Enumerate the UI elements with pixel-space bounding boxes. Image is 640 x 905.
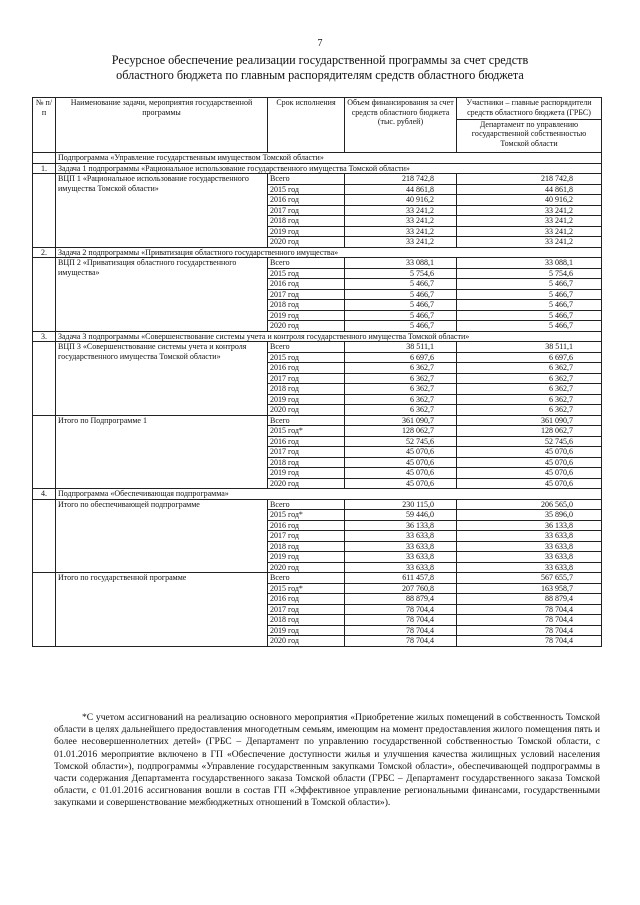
volume-cell: 33 633,8 (345, 531, 457, 542)
department-cell: 5 466,7 (457, 300, 602, 311)
volume-cell: 45 070,6 (345, 457, 457, 468)
year-cell: 2015 год* (268, 426, 345, 437)
department-cell: 40 916,2 (457, 195, 602, 206)
activity-name: Итого по обеспечивающей подпрограмме (56, 499, 268, 573)
year-cell: Всего (268, 342, 345, 353)
volume-cell: 33 633,8 (345, 541, 457, 552)
department-cell: 45 070,6 (457, 468, 602, 479)
row-number: 3. (33, 331, 56, 342)
row-number (33, 342, 56, 416)
volume-cell: 88 879,4 (345, 594, 457, 605)
volume-cell: 361 090,7 (345, 415, 457, 426)
department-cell: 33 633,8 (457, 552, 602, 563)
year-cell: 2019 год (268, 394, 345, 405)
volume-cell: 45 070,6 (345, 468, 457, 479)
year-cell: 2020 год (268, 562, 345, 573)
year-cell: 2015 год (268, 352, 345, 363)
table-row (33, 342, 602, 353)
year-cell: Всего (268, 573, 345, 584)
row-number (33, 573, 56, 647)
activity-name: ВЦП 2 «Приватизация областного государственного имущества» (56, 258, 268, 332)
department-cell: 88 879,4 (457, 594, 602, 605)
department-cell: 128 062,7 (457, 426, 602, 437)
row-number: 2. (33, 247, 56, 258)
volume-cell: 230 115,0 (345, 499, 457, 510)
department-cell: 206 565,0 (457, 499, 602, 510)
volume-cell: 33 088,1 (345, 258, 457, 269)
volume-cell: 128 062,7 (345, 426, 457, 437)
year-cell: 2019 год (268, 226, 345, 237)
year-cell: 2017 год (268, 604, 345, 615)
department-cell: 38 511,1 (457, 342, 602, 353)
volume-cell: 611 457,8 (345, 573, 457, 584)
department-cell: 33 241,2 (457, 216, 602, 227)
department-cell: 33 633,8 (457, 531, 602, 542)
subprogram-row (33, 153, 602, 164)
header-term: Срок исполнения (268, 98, 345, 153)
volume-cell: 78 704,4 (345, 636, 457, 647)
year-cell: 2017 год (268, 373, 345, 384)
year-cell: 2019 год (268, 310, 345, 321)
header-volume: Объем финансирования за счет средств областного бюджета (тыс. рублей) (345, 98, 457, 153)
volume-cell: 38 511,1 (345, 342, 457, 353)
year-cell: 2018 год (268, 615, 345, 626)
year-cell: 2018 год (268, 541, 345, 552)
department-cell: 33 241,2 (457, 205, 602, 216)
department-cell: 6 362,7 (457, 363, 602, 374)
footnote: *С учетом ассигнований на реализацию основного мероприятия «Приобретение жилых помещений в собственность Томской области в целях дальнейшего предоставления многодетным семьям, имеющим на момент предоставления жилого помещения пять и более несовершеннолетних детей» (ГРБС – Департамент по управлению государственной собственностью Томской области, с 01.01.2016 мероприятие включено в ГП «Обеспечение доступности жилья и улучшения качества жилищных условий населения Томской области»), подпрограммы «Управление государственным закупками Томской области», обеспечивающей подпрограммы в части содержания Департамента государственного заказа Томской области (ГРБС – Департамент государственного заказа Томской области, с 01.01.2016 ассигнования вошли в состав ГП «Эффективное управление региональными финансами, государственными закупками и совершенствование межбюджетных отношений в Томской области»). (54, 712, 600, 809)
row-title: Задача 1 подпрограммы «Рациональное использование государственного имущества Томской области» (56, 163, 602, 174)
department-cell: 5 466,7 (457, 279, 602, 290)
row-number (33, 499, 56, 573)
task-row (33, 489, 602, 500)
volume-cell: 6 362,7 (345, 394, 457, 405)
volume-cell: 6 362,7 (345, 405, 457, 416)
row-title: Задача 2 подпрограммы «Приватизация областного государственного имущества» (56, 247, 602, 258)
activity-name: Итого по Подпрограмме 1 (56, 415, 268, 489)
year-cell: 2017 год (268, 205, 345, 216)
year-cell: 2020 год (268, 405, 345, 416)
volume-cell: 33 633,8 (345, 552, 457, 563)
volume-cell: 6 362,7 (345, 384, 457, 395)
year-cell: 2019 год (268, 552, 345, 563)
department-cell: 163 958,7 (457, 583, 602, 594)
year-cell: 2016 год (268, 363, 345, 374)
department-cell: 33 633,8 (457, 562, 602, 573)
volume-cell: 5 754,6 (345, 268, 457, 279)
department-cell: 5 466,7 (457, 289, 602, 300)
volume-cell: 5 466,7 (345, 321, 457, 332)
year-cell: Всего (268, 174, 345, 185)
year-cell: 2015 год (268, 184, 345, 195)
volume-cell: 33 633,8 (345, 562, 457, 573)
row-title: Задача 3 подпрограммы «Совершенствование системы учета и контроля государственного имущества Томской области» (56, 331, 602, 342)
department-cell: 45 070,6 (457, 478, 602, 489)
year-cell: 2018 год (268, 216, 345, 227)
row-number (33, 153, 56, 164)
volume-cell: 218 742,8 (345, 174, 457, 185)
volume-cell: 5 466,7 (345, 310, 457, 321)
volume-cell: 45 070,6 (345, 478, 457, 489)
header-name: Наименование задачи, мероприятия государственной программы (56, 98, 268, 153)
year-cell: Всего (268, 415, 345, 426)
volume-cell: 6 697,6 (345, 352, 457, 363)
department-cell: 36 133,8 (457, 520, 602, 531)
volume-cell: 40 916,2 (345, 195, 457, 206)
year-cell: 2019 год (268, 468, 345, 479)
department-cell: 33 241,2 (457, 226, 602, 237)
department-cell: 6 362,7 (457, 405, 602, 416)
department-cell: 78 704,4 (457, 604, 602, 615)
header-department: Департамент по управлению государственной собственностью Томской области (457, 119, 602, 152)
department-cell: 6 362,7 (457, 394, 602, 405)
department-cell: 44 861,8 (457, 184, 602, 195)
volume-cell: 78 704,4 (345, 625, 457, 636)
activity-name: ВЦП 3 «Совершенствование системы учета и контроля государственного имущества Томской области» (56, 342, 268, 416)
task-row (33, 331, 602, 342)
row-number (33, 415, 56, 489)
table-row (33, 174, 602, 185)
department-cell: 45 070,6 (457, 457, 602, 468)
task-row (33, 163, 602, 174)
department-cell: 361 090,7 (457, 415, 602, 426)
department-cell: 45 070,6 (457, 447, 602, 458)
department-cell: 33 241,2 (457, 237, 602, 248)
table-row (33, 499, 602, 510)
volume-cell: 59 446,0 (345, 510, 457, 521)
year-cell: 2017 год (268, 531, 345, 542)
volume-cell: 5 466,7 (345, 300, 457, 311)
table-header-row-1 (33, 98, 602, 120)
row-title: Подпрограмма «Управление государственным имуществом Томской области» (56, 153, 602, 164)
year-cell: Всего (268, 499, 345, 510)
volume-cell: 6 362,7 (345, 363, 457, 374)
volume-cell: 33 241,2 (345, 226, 457, 237)
department-cell: 6 362,7 (457, 373, 602, 384)
year-cell: 2017 год (268, 447, 345, 458)
year-cell: 2020 год (268, 478, 345, 489)
volume-cell: 44 861,8 (345, 184, 457, 195)
department-cell: 5 754,6 (457, 268, 602, 279)
table-row (33, 573, 602, 584)
table-row (33, 415, 602, 426)
year-cell: 2017 год (268, 289, 345, 300)
department-cell: 33 633,8 (457, 541, 602, 552)
page-title (40, 53, 600, 83)
row-number (33, 258, 56, 332)
department-cell: 78 704,4 (457, 636, 602, 647)
year-cell: 2020 год (268, 636, 345, 647)
row-number: 4. (33, 489, 56, 500)
department-cell: 6 362,7 (457, 384, 602, 395)
volume-cell: 33 241,2 (345, 237, 457, 248)
year-cell: 2020 год (268, 321, 345, 332)
volume-cell: 5 466,7 (345, 289, 457, 300)
activity-name: Итого по государственной программе (56, 573, 268, 647)
department-cell: 567 655,7 (457, 573, 602, 584)
department-cell: 35 896,0 (457, 510, 602, 521)
volume-cell: 6 362,7 (345, 373, 457, 384)
volume-cell: 33 241,2 (345, 216, 457, 227)
volume-cell: 78 704,4 (345, 604, 457, 615)
year-cell: 2016 год (268, 279, 345, 290)
year-cell: 2019 год (268, 625, 345, 636)
row-number: 1. (33, 163, 56, 174)
year-cell: 2018 год (268, 384, 345, 395)
title-line-1: Ресурсное обеспечение реализации государственной программы за счет средств (111, 53, 529, 67)
year-cell: 2016 год (268, 520, 345, 531)
title-line-2: областного бюджета по главным распорядителям средств областного бюджета (116, 68, 524, 82)
year-cell: 2018 год (268, 457, 345, 468)
year-cell: 2020 год (268, 237, 345, 248)
year-cell: 2016 год (268, 594, 345, 605)
department-cell: 78 704,4 (457, 615, 602, 626)
year-cell: 2018 год (268, 300, 345, 311)
volume-cell: 5 466,7 (345, 279, 457, 290)
year-cell: 2015 год (268, 268, 345, 279)
year-cell: 2016 год (268, 436, 345, 447)
department-cell: 33 088,1 (457, 258, 602, 269)
department-cell: 218 742,8 (457, 174, 602, 185)
row-title: Подпрограмма «Обеспечивающая подпрограмма» (56, 489, 602, 500)
year-cell: Всего (268, 258, 345, 269)
department-cell: 5 466,7 (457, 310, 602, 321)
department-cell: 78 704,4 (457, 625, 602, 636)
row-number (33, 174, 56, 248)
volume-cell: 36 133,8 (345, 520, 457, 531)
page-number: 7 (317, 38, 323, 49)
volume-cell: 33 241,2 (345, 205, 457, 216)
year-cell: 2015 год* (268, 510, 345, 521)
activity-name: ВЦП 1 «Рациональное использование государственного имущества Томской области» (56, 174, 268, 248)
header-participants: Участники – главные распорядители средств областного бюджета (ГРБС) (457, 98, 602, 120)
resource-table (32, 97, 602, 647)
header-num: № п/п (33, 98, 56, 153)
year-cell: 2015 год* (268, 583, 345, 594)
volume-cell: 45 070,6 (345, 447, 457, 458)
volume-cell: 52 745,6 (345, 436, 457, 447)
task-row (33, 247, 602, 258)
table-row (33, 258, 602, 269)
department-cell: 5 466,7 (457, 321, 602, 332)
volume-cell: 78 704,4 (345, 615, 457, 626)
department-cell: 6 697,6 (457, 352, 602, 363)
volume-cell: 207 760,8 (345, 583, 457, 594)
department-cell: 52 745,6 (457, 436, 602, 447)
year-cell: 2016 год (268, 195, 345, 206)
